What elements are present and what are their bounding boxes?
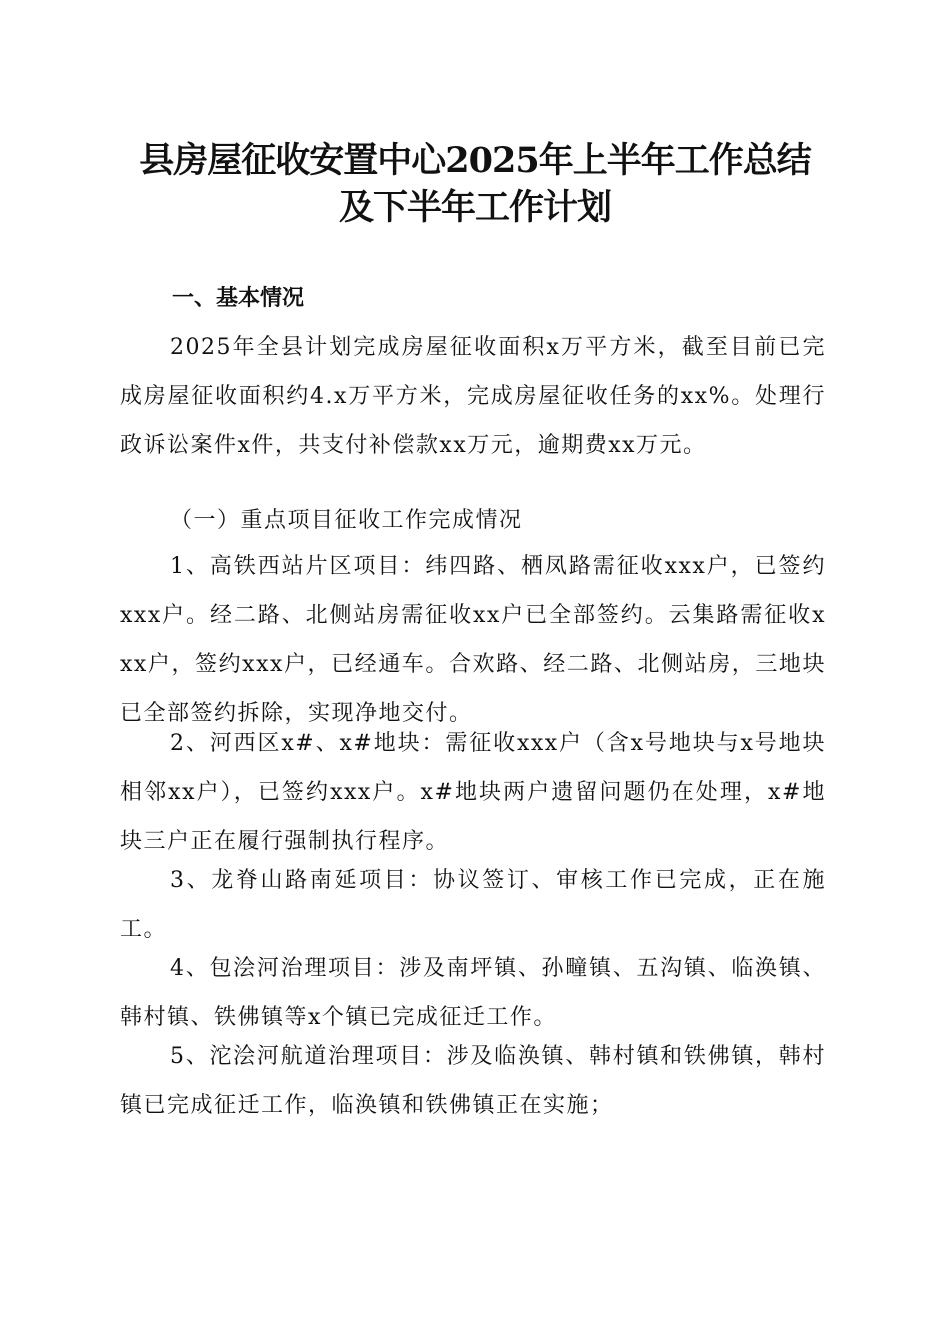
list-item: 3、龙脊山路南延项目：协议签订、审核工作已完成，正在施工。 <box>120 868 826 942</box>
section-heading-basic-situation: 一、基本情况 <box>172 286 305 311</box>
list-item: 1、高铁西站片区项目：纬四路、栖凤路需征收xxx户，已签约xxx户。经二路、北侧站房需征收xx户已全部签约。云集路需征收xxx户，签约xxx户，已经通车。合欢路、经二路、北侧站房，三地块已全部签约拆除，实现净地交付。 <box>120 554 826 726</box>
list-item: 5、沱浍河航道治理项目：涉及临涣镇、韩村镇和铁佛镇，韩村镇已完成征迁工作，临涣镇和铁佛镇正在实施； <box>120 1044 826 1118</box>
list-item: 2、河西区x#、x#地块：需征收xxx户（含x号地块与x号地块相邻xx户），已签约xxx户。x#地块两户遗留问题仍在处理，x#地块三户正在履行强制执行程序。 <box>120 731 826 854</box>
document-title-line-2: 及下半年工作计划 <box>338 187 611 228</box>
list-item: 4、包浍河治理项目：涉及南坪镇、孙疃镇、五沟镇、临涣镇、韩村镇、铁佛镇等x个镇已完成征迁工作。 <box>120 956 826 1030</box>
subsection-heading-key-projects: （一）重点项目征收工作完成情况 <box>170 508 523 533</box>
document-title-line-1: 县房屋征收安置中心2025年上半年工作总结 <box>139 140 811 181</box>
section-paragraph-basic-situation: 2025年全县计划完成房屋征收面积x万平方米，截至目前已完成房屋征收面积约4.x万平方米，完成房屋征收任务的xx%。处理行政诉讼案件x件，共支付补偿款xx万元，逾期费xx万元。 <box>120 335 826 458</box>
